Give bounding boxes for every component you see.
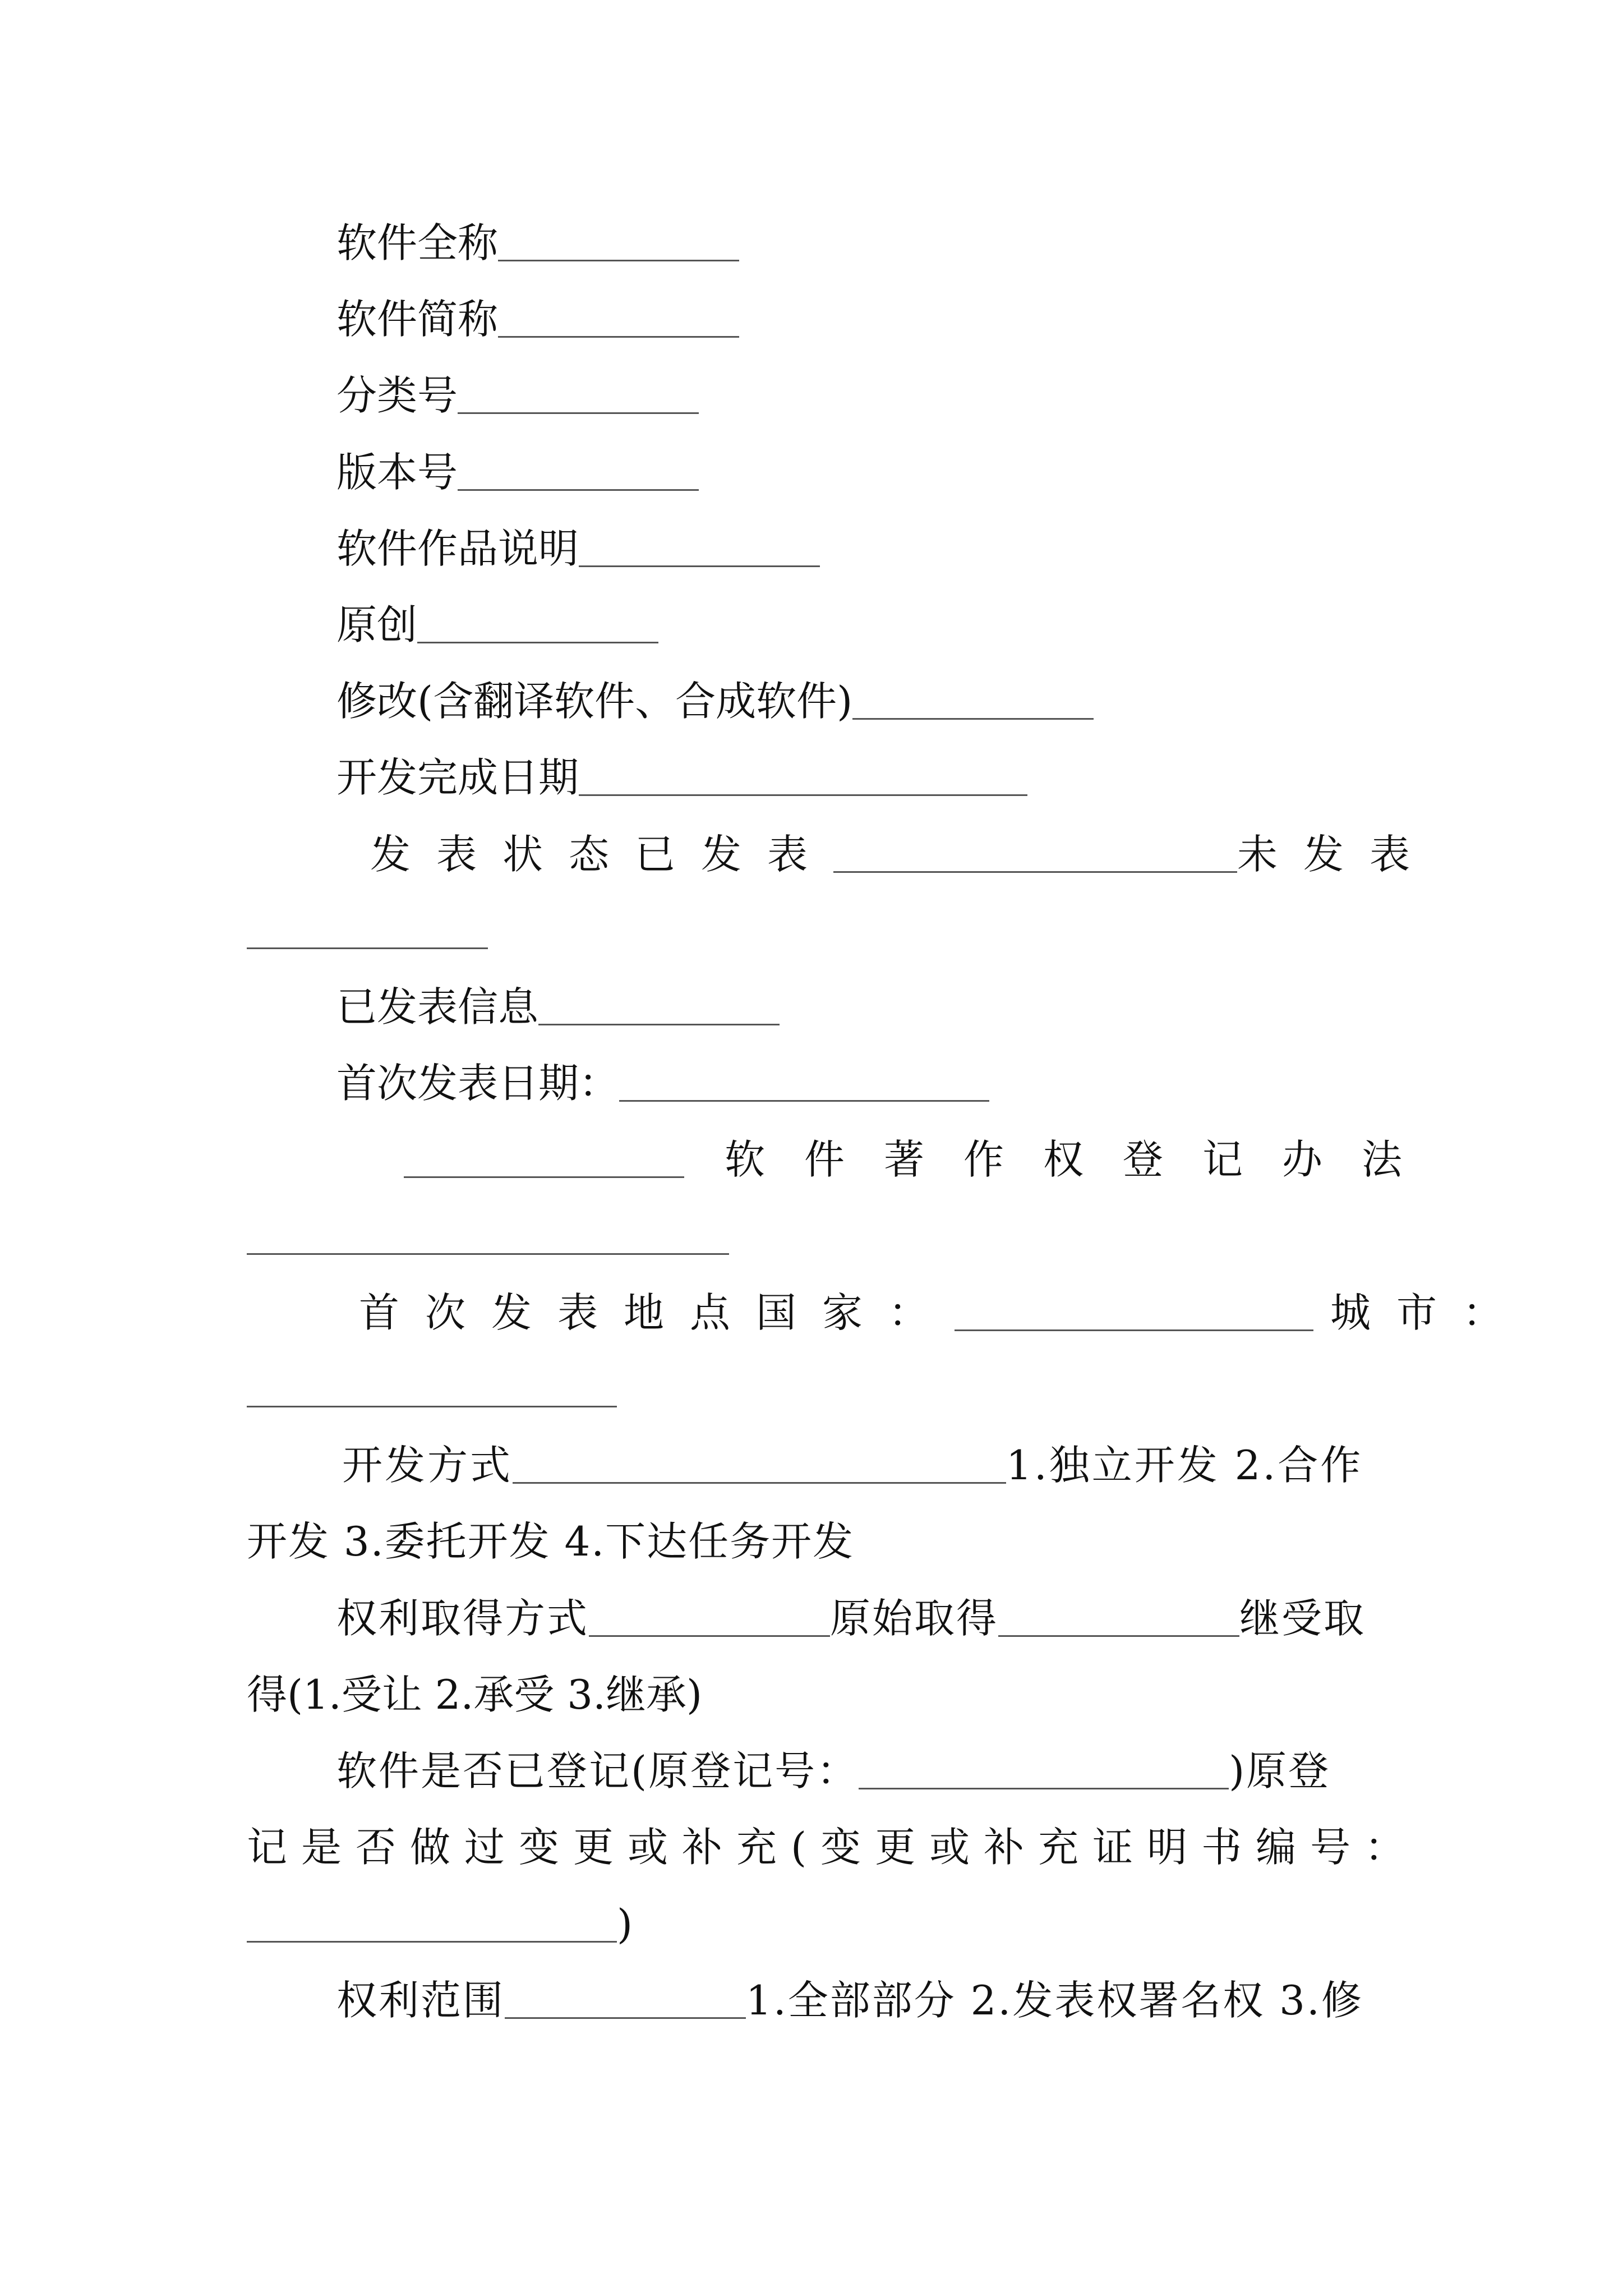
classification-label: 分类号 [336, 372, 458, 419]
scope-label: 权利范围 [336, 1977, 505, 2024]
publish-status-label: 发表状态已发表 [370, 831, 834, 878]
original-acquisition-blank[interactable] [998, 1635, 1239, 1637]
work-description-label: 软件作品说明 [336, 525, 579, 572]
unpublished-blank-row [247, 903, 488, 959]
software-short-name-blank[interactable] [498, 336, 739, 338]
classification-blank[interactable] [458, 412, 699, 414]
first-date-label: 首次发表日期： [336, 1060, 620, 1107]
software-short-name-row [336, 291, 739, 347]
work-description-blank[interactable] [579, 565, 820, 567]
original-acquisition-label: 原始取得 [830, 1595, 999, 1642]
modified-label: 修改(含翻译软件、合成软件) [336, 678, 853, 725]
development-row [342, 1437, 1363, 1493]
original-blank[interactable] [417, 642, 658, 643]
version-row [336, 444, 699, 500]
acquisition-row [336, 1590, 1366, 1646]
work-description-row [336, 521, 820, 577]
acquisition-blank[interactable] [589, 1635, 830, 1637]
first-date-row [336, 1055, 989, 1111]
classification-row [336, 367, 699, 424]
published-info-blank[interactable] [538, 1024, 780, 1025]
city-blank-row [247, 1361, 617, 1417]
change-row [247, 1819, 1419, 1875]
completion-date-row [336, 749, 1027, 806]
development-options-row [247, 1513, 854, 1570]
inherit-label-a: 继受取 [1239, 1595, 1366, 1642]
original-row [336, 597, 658, 653]
country-blank[interactable] [955, 1329, 1313, 1331]
scope-options: 1.全部部分 2.发表权署名权 3.修 [746, 1977, 1363, 2024]
development-blank[interactable] [513, 1482, 1006, 1484]
published-info-label: 已发表信息 [336, 983, 539, 1030]
software-full-name-label: 软件全称 [336, 219, 499, 266]
first-date-blank[interactable] [619, 1100, 989, 1102]
development-options-b: 开发 3.委托开发 4.下达任务开发 [247, 1518, 855, 1565]
acquisition-label: 权利取得方式 [336, 1595, 589, 1642]
development-options-a: 1.独立开发 2.合作 [1006, 1442, 1363, 1489]
completion-date-label: 开发完成日期 [336, 754, 579, 801]
software-short-name-label: 软件简称 [336, 296, 499, 343]
registered-row [336, 1743, 1330, 1799]
version-label: 版本号 [336, 449, 458, 496]
regulation-row [404, 1131, 1441, 1188]
registration-no-blank[interactable] [859, 1788, 1229, 1789]
first-place-row [359, 1285, 1529, 1341]
certificate-no-row [247, 1896, 633, 1952]
software-full-name-row [336, 215, 739, 271]
registered-tail: )原登 [1229, 1747, 1331, 1795]
software-full-name-blank[interactable] [498, 260, 739, 261]
unpublished-label: 未发表 [1237, 831, 1436, 878]
modified-row [336, 673, 1094, 729]
scope-blank[interactable] [505, 2017, 746, 2019]
inherit-row [247, 1667, 702, 1723]
unpublished-blank[interactable] [247, 947, 488, 949]
regulation-label: 软件著作权登记办法 [725, 1136, 1442, 1183]
certificate-no-blank[interactable] [247, 1941, 617, 1943]
city-label: 城市： [1330, 1289, 1529, 1336]
city-blank[interactable] [247, 1406, 617, 1407]
development-label: 开发方式 [342, 1442, 513, 1489]
first-place-label: 首次发表地点国家： [359, 1289, 955, 1336]
scope-row [336, 1972, 1363, 2028]
regulation-blank[interactable] [404, 1176, 684, 1178]
publish-status-row [370, 826, 1436, 882]
published-info-row [336, 979, 780, 1035]
change-label: 记是否做过变更或补充(变更或补充证明书编号： [247, 1824, 1419, 1871]
regulation-blank-2[interactable] [247, 1253, 729, 1255]
modified-blank[interactable] [852, 718, 1094, 720]
published-blank[interactable] [833, 871, 1237, 873]
original-label: 原创 [336, 601, 418, 648]
close-paren: ) [617, 1901, 633, 1948]
version-blank[interactable] [458, 489, 699, 491]
regulation-blank-row [247, 1208, 729, 1264]
inherit-label-b: 得(1.受让 2.承受 3.继承) [247, 1671, 703, 1718]
registered-label: 软件是否已登记(原登记号： [336, 1747, 859, 1795]
completion-date-blank[interactable] [579, 794, 1027, 796]
